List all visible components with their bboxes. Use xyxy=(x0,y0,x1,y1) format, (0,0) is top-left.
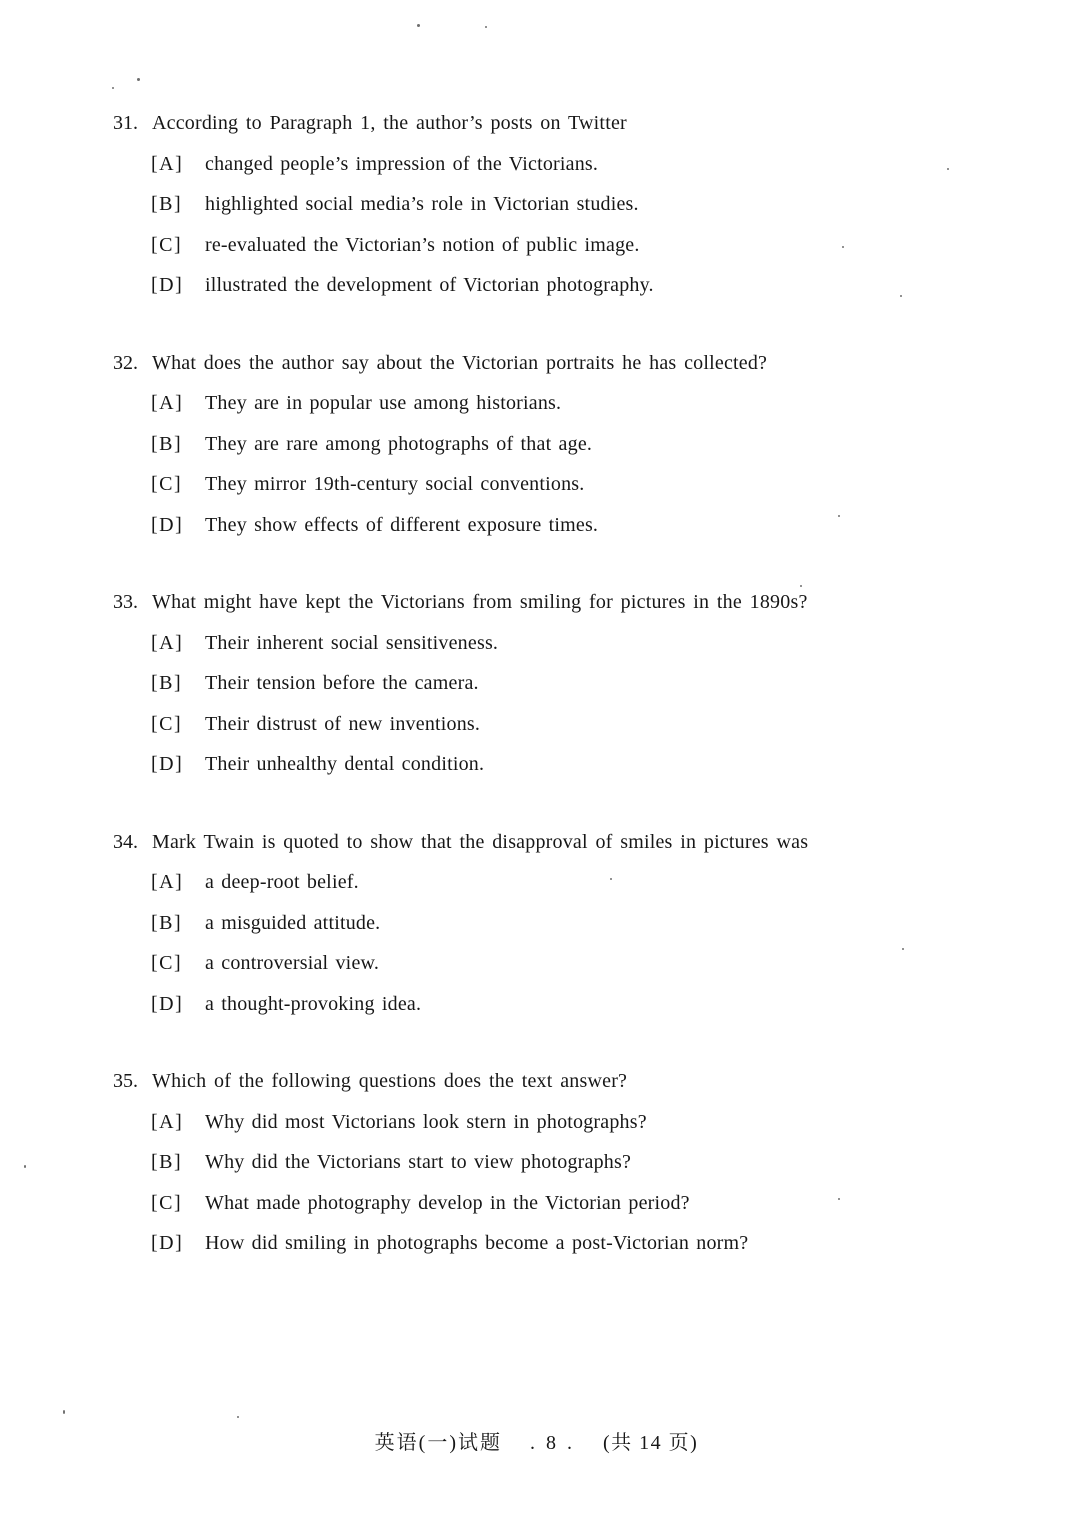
question-number: 33. xyxy=(113,591,138,613)
question-32-option-d xyxy=(0,505,1073,546)
question-32-option-b xyxy=(0,424,1073,465)
question-34-option-a xyxy=(0,862,1073,903)
scan-speck xyxy=(112,87,114,89)
question-34-option-c xyxy=(0,943,1073,984)
option-text: a controversial view. xyxy=(205,952,380,974)
question-text: Mark Twain is quoted to show that the disapproval of smiles in pictures was xyxy=(152,830,809,853)
option-text: Their tension before the camera. xyxy=(205,672,479,694)
option-label: [D] xyxy=(151,753,184,775)
scan-speck xyxy=(137,78,140,81)
option-label: [A] xyxy=(151,1110,184,1133)
question-33-option-d xyxy=(0,744,1073,785)
page-number: . 8 . xyxy=(530,1432,575,1454)
scan-speck xyxy=(63,1410,65,1414)
option-label: [B] xyxy=(151,672,183,694)
scan-speck xyxy=(800,585,802,587)
option-label: [C] xyxy=(151,952,183,974)
option-text: Why did the Victorians start to view photographs? xyxy=(205,1151,632,1173)
question-35-option-c xyxy=(0,1183,1073,1224)
option-label: [C] xyxy=(151,473,183,495)
option-text: changed people’s impression of the Victorians. xyxy=(205,152,599,175)
option-label: [B] xyxy=(151,432,183,455)
question-33-option-a xyxy=(0,623,1073,664)
option-text: They are rare among photographs of that age. xyxy=(205,432,593,455)
option-label: [D] xyxy=(151,1232,184,1254)
question-31-option-d xyxy=(0,265,1073,306)
option-label: [D] xyxy=(151,274,184,296)
option-text: a deep-root belief. xyxy=(205,871,359,893)
question-31-option-b xyxy=(0,184,1073,225)
scan-speck xyxy=(610,878,612,880)
question-35-option-b xyxy=(0,1142,1073,1183)
question-text: According to Paragraph 1, the author’s posts on Twitter xyxy=(152,112,627,134)
scan-speck xyxy=(838,1198,840,1200)
scan-speck xyxy=(900,295,902,297)
option-label: [B] xyxy=(151,1151,183,1173)
question-34 xyxy=(0,822,1073,1025)
question-text: What might have kept the Victorians from smiling for pictures in the 1890s? xyxy=(152,591,808,613)
option-label: [C] xyxy=(151,712,183,735)
question-35-option-d xyxy=(0,1223,1073,1264)
option-label: [C] xyxy=(151,1191,183,1214)
question-text: What does the author say about the Victorian portraits he has collected? xyxy=(152,351,768,374)
option-text: highlighted social media’s role in Victorian studies. xyxy=(205,193,639,215)
question-31-option-a xyxy=(0,144,1073,185)
question-list xyxy=(0,103,1073,1301)
option-label: [D] xyxy=(151,992,184,1015)
question-31 xyxy=(0,103,1073,306)
question-stem xyxy=(0,582,1073,623)
question-stem xyxy=(0,822,1073,863)
scan-speck xyxy=(902,948,904,950)
question-32 xyxy=(0,343,1073,546)
option-text: Why did most Victorians look stern in photographs? xyxy=(205,1110,647,1133)
question-33 xyxy=(0,582,1073,785)
paper-title: 英语(一)试题 xyxy=(374,1432,502,1454)
scan-speck xyxy=(838,515,840,517)
question-stem xyxy=(0,343,1073,384)
scan-speck xyxy=(417,24,420,27)
question-33-option-b xyxy=(0,663,1073,704)
option-text: Their distrust of new inventions. xyxy=(205,712,481,735)
scan-speck xyxy=(237,1416,239,1418)
option-label: [C] xyxy=(151,233,183,256)
scan-speck xyxy=(947,168,949,170)
option-text: a thought-provoking idea. xyxy=(205,992,422,1015)
option-text: Their unhealthy dental condition. xyxy=(205,753,485,775)
option-label: [B] xyxy=(151,911,183,934)
question-stem xyxy=(0,1061,1073,1102)
option-text: Their inherent social sensitiveness. xyxy=(205,631,499,654)
option-text: They are in popular use among historians. xyxy=(205,392,562,414)
question-number: 32. xyxy=(113,351,138,374)
option-text: They show effects of different exposure times. xyxy=(205,513,599,536)
question-stem xyxy=(0,103,1073,144)
option-text: a misguided attitude. xyxy=(205,911,381,934)
option-label: [A] xyxy=(151,152,184,175)
question-34-option-d xyxy=(0,984,1073,1025)
option-label: [B] xyxy=(151,193,183,215)
question-31-option-c xyxy=(0,225,1073,266)
option-text: What made photography develop in the Victorian period? xyxy=(205,1191,690,1214)
option-label: [A] xyxy=(151,392,184,414)
question-35 xyxy=(0,1061,1073,1264)
question-34-option-b xyxy=(0,903,1073,944)
question-32-option-c xyxy=(0,464,1073,505)
page-footer xyxy=(0,1428,1073,1458)
option-label: [A] xyxy=(151,871,184,893)
total-pages: (共 14 页) xyxy=(603,1432,699,1454)
question-33-option-c xyxy=(0,704,1073,745)
question-number: 34. xyxy=(113,830,138,853)
option-label: [A] xyxy=(151,631,184,654)
option-text: re-evaluated the Victorian’s notion of public image. xyxy=(205,233,640,256)
question-number: 35. xyxy=(113,1070,138,1092)
option-label: [D] xyxy=(151,513,184,536)
question-number: 31. xyxy=(113,112,138,134)
option-text: illustrated the development of Victorian photography. xyxy=(205,274,654,296)
scan-speck xyxy=(24,1165,26,1168)
question-35-option-a xyxy=(0,1102,1073,1143)
option-text: They mirror 19th-century social conventions. xyxy=(205,473,585,495)
scan-speck xyxy=(485,26,487,28)
option-text: How did smiling in photographs become a post-Victorian norm? xyxy=(205,1232,749,1254)
question-text: Which of the following questions does the text answer? xyxy=(152,1070,628,1092)
scan-speck xyxy=(842,246,844,248)
question-32-option-a xyxy=(0,383,1073,424)
